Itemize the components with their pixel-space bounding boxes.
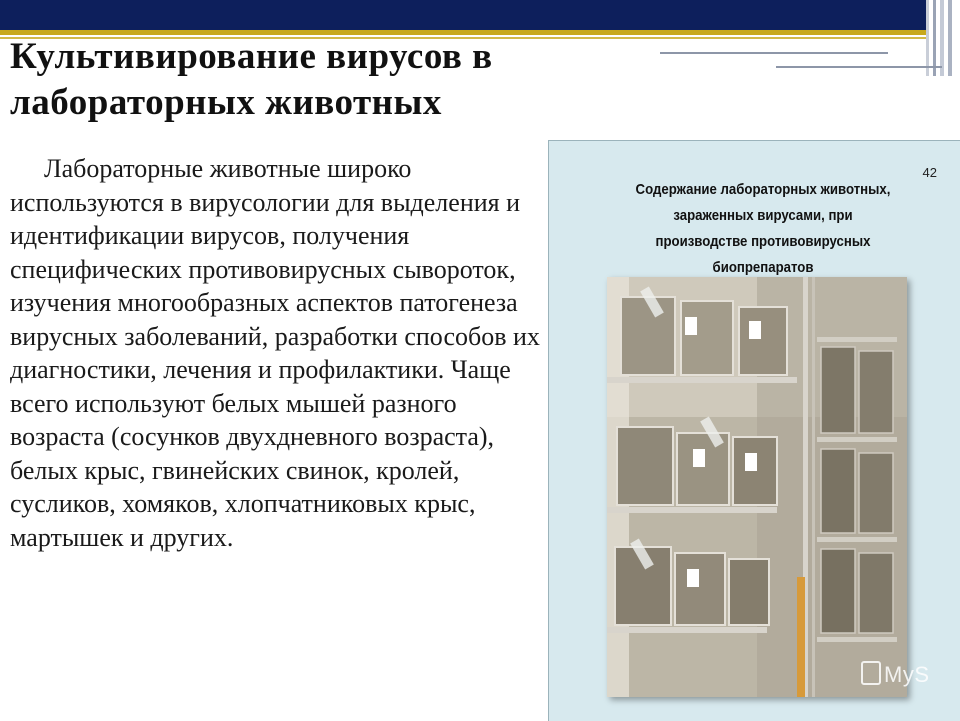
watermark-icon: [861, 661, 881, 685]
slide-number: 42: [922, 165, 937, 180]
slide-title: Культивирование вирусов в лабораторных животных: [10, 36, 493, 123]
watermark-text: MyS: [884, 662, 930, 687]
lab-animal-cages-photo: [607, 277, 907, 697]
watermark: [861, 661, 930, 688]
top-banner: [0, 0, 960, 30]
figure-panel: [548, 140, 960, 721]
figure-caption: Содержание лабораторных животных, зараженных вирусами, при производстве противовирусных биопрепаратов: [635, 181, 891, 276]
banner-stripes: [926, 0, 960, 76]
cages-photo-illustration: [607, 277, 907, 697]
body-text: Лабораторные животные широко используются в вирусологии для выделения и идентификации вирусов, получения специфических противовирусных сывороток, изучения многообразных аспектов патогенеза вирусных заболеваний, разработки способов их диагностики, лечения и профилактики. Чаще всего используют белых мышей разного возраста (сосунков двухдневного возраста), белых крыс, гвинейских свинок, кролей, сусликов, хомяков, хлопчатниковых крыс, мартышек и других.: [10, 154, 540, 552]
decor-line-2: [776, 66, 942, 68]
